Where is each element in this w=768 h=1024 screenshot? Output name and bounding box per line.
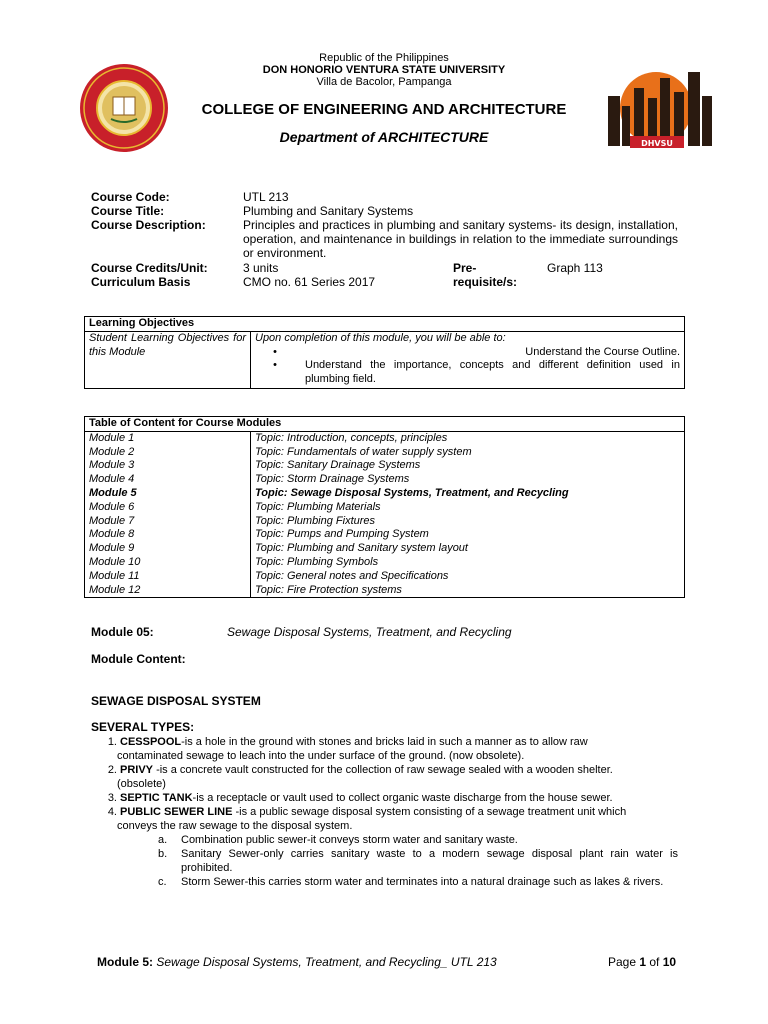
sub-text: Combination public sewer-it conveys storm water and sanitary waste. [181,834,518,846]
module-label: Module 05: [91,625,154,639]
toc-module: Module 4 [89,473,135,486]
course-desc-value: Principles and practices in plumbing and sanitary systems- its design, installation, operation, and maintenance in buildings in relation to the immediate surroundings or environment. [243,218,678,260]
types-list [91,735,679,833]
toc-topic-current: Topic: Sewage Disposal Systems, Treatment, and Recycling [255,486,569,499]
bullet-icon: • [273,345,277,358]
toc-topic: Topic: Fundamentals of water supply system [255,445,472,458]
toc-topic: Topic: Fire Protection systems [255,583,402,596]
list-text: -is a concrete vault constructed for the collection of raw sewage sealed with a wooden shelter. [153,764,613,776]
republic-line: Republic of the Philippines [319,52,449,64]
footer-page-num: 1 [639,955,647,969]
toc-heading: Table of Content for Course Modules [85,417,685,432]
toc-module: Module 3 [89,459,135,472]
footer-page [608,955,676,969]
objective-item [255,359,680,387]
toc-module: Module 9 [89,542,135,555]
list-text: -is a receptacle or vault used to collect organic waste discharge from the house sewer. [192,792,613,804]
department-name: Department of ARCHITECTURE [279,129,489,145]
list-term: CESSPOOL [120,736,182,748]
sub-item [158,875,678,889]
toc-module: Module 11 [89,569,140,582]
sub-item [158,847,678,875]
objectives-content [251,331,685,388]
sub-letter: b. [158,848,168,860]
footer-module-text: Sewage Disposal Systems, Treatment, and Recycling_ UTL 213 [153,955,497,969]
list-number: 3. [107,792,117,804]
toc-topic: Topic: Pumps and Pumping System [255,528,429,541]
types-title: SEVERAL TYPES: [91,720,195,734]
sub-text: Storm Sewer-this carries storm water and terminates into a natural drainage such as lakes & rivers. [181,876,664,888]
sub-letter: c. [158,876,167,888]
objective-item-2: Understand the importance, concepts and different definition used in plumbing field. [305,359,680,386]
toc-topic: Topic: Plumbing and Sanitary system layout [255,542,468,555]
toc-module: Module 6 [89,500,135,513]
objectives-label: Student Learning Objectives for this Module [85,331,251,388]
toc-module: Module 12 [89,583,141,596]
toc-module: Module 8 [89,528,135,541]
toc-module-column [85,431,251,598]
toc-module: Module 10 [89,555,141,568]
footer-module [97,955,497,969]
list-text-cont: (obsolete) [117,778,166,790]
list-term: PRIVY [120,764,154,776]
module-title: Sewage Disposal Systems, Treatment, and Recycling [227,625,512,639]
list-number: 2. [107,764,117,776]
course-title-label: Course Title: [91,204,165,218]
list-item [91,763,679,791]
objectives-heading: Learning Objectives [85,317,685,332]
curriculum-value: CMO no. 61 Series 2017 [243,275,376,289]
toc-module: Module 1 [89,431,135,444]
list-text: -is a hole in the ground with stones and bricks laid in such a manner as to allow raw [181,736,588,748]
toc-topic: Topic: Plumbing Symbols [255,555,379,568]
list-term: SEPTIC TANK [120,792,193,804]
sub-letter: a. [158,834,168,846]
course-credits-label: Course Credits/Unit: [91,261,208,275]
toc-module: Module 7 [89,514,135,527]
course-title-value: Plumbing and Sanitary Systems [243,204,414,218]
footer-page-total: 10 [662,955,677,969]
sub-text: Sanitary Sewer-only carries sanitary waste to a modern sewage disposal plant rain water is prohibited. [181,848,678,874]
sub-item [158,833,678,847]
toc-topic: Topic: Introduction, concepts, principles [255,431,448,444]
toc-topic: Topic: Plumbing Fixtures [255,514,376,527]
subtypes-list [158,833,678,889]
bullet-icon: • [273,359,277,372]
module-content-label: Module Content: [91,652,186,666]
list-item [91,791,679,805]
prereq-label-1: Pre- [453,261,477,275]
footer-page-label: Page [608,955,640,969]
course-credits-value: 3 units [243,261,279,275]
objectives-intro: Upon completion of this module, you will be able to: [255,331,506,344]
right-logo-text: DHVSU [641,139,673,148]
toc-table [84,416,685,598]
objective-item [255,346,680,360]
list-text: -is a public sewage disposal system consisting of a sewage treatment unit which [232,806,627,818]
university-location: Villa de Bacolor, Pampanga [316,76,452,88]
toc-topic: Topic: Plumbing Materials [255,500,381,513]
list-term: PUBLIC SEWER LINE [120,806,233,818]
curriculum-label: Curriculum Basis [91,275,191,289]
footer-page-of: of [646,955,663,969]
toc-topic: Topic: Storm Drainage Systems [255,473,410,486]
list-number: 1. [107,736,117,748]
toc-module-current: Module 5 [89,486,137,499]
course-code-value: UTL 213 [243,190,289,204]
list-text-cont: contaminated sewage to leach into the under surface of the ground. (now obsolete). [117,750,525,762]
learning-objectives-table [84,316,685,389]
list-item [91,735,679,763]
prereq-value: Graph 113 [547,261,603,275]
toc-topic-column [251,431,685,598]
list-text-cont: conveys the raw sewage to the disposal system. [117,820,353,832]
toc-topic: Topic: Sanitary Drainage Systems [255,459,421,472]
list-number: 4. [107,806,117,818]
list-item [91,805,679,833]
university-name: DON HONORIO VENTURA STATE UNIVERSITY [262,64,506,76]
college-name: COLLEGE OF ENGINEERING AND ARCHITECTURE [201,101,567,118]
section-title: SEWAGE DISPOSAL SYSTEM [91,694,261,708]
footer-module-label: Module 5: [97,955,153,969]
course-desc-label: Course Description: [91,218,206,232]
objective-item-1: Understand the Course Outline. [525,345,680,358]
prereq-label-2: requisite/s: [453,275,518,289]
toc-module: Module 2 [89,445,135,458]
course-code-label: Course Code: [91,190,170,204]
toc-topic: Topic: General notes and Specifications [255,569,449,582]
